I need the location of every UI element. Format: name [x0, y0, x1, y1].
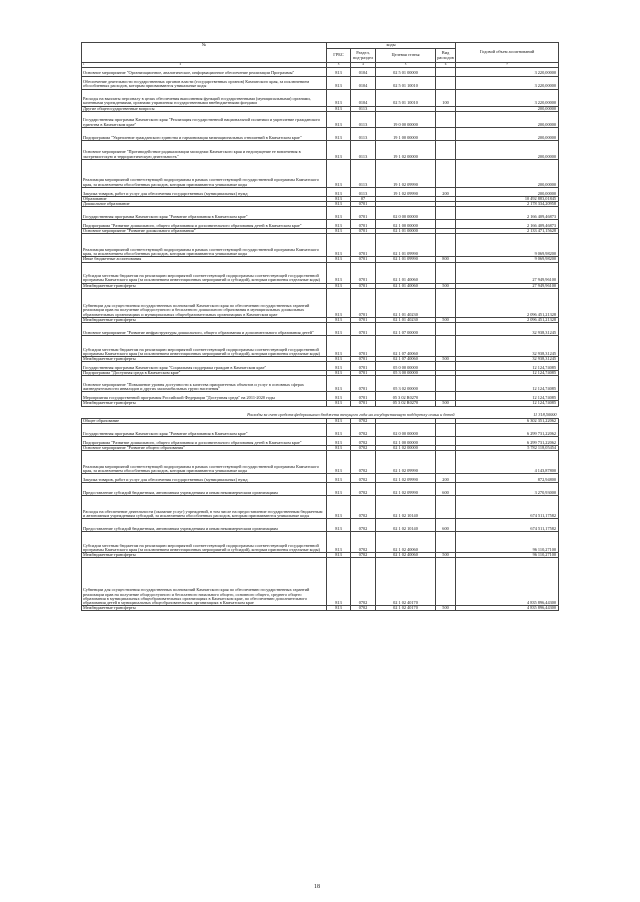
header-num: № — [201, 42, 207, 47]
row-grbs: 813 — [327, 474, 351, 483]
header-grbs: ГРБС — [327, 49, 351, 63]
row-target: 19 1 02 09990 — [376, 187, 436, 196]
table-row — [82, 187, 559, 196]
row-target: 05 3 02 R0270 — [376, 392, 436, 401]
row-grbs: 813 — [327, 220, 351, 229]
row-target: 02 0 00 00000 — [376, 207, 436, 220]
table-row — [82, 519, 559, 532]
colnum: 4 — [351, 63, 376, 68]
row-type — [436, 423, 456, 436]
row-sum: 4 143,87800 — [456, 451, 559, 474]
row-section: 0701 — [351, 401, 376, 406]
row-target: 02 0 00 00000 — [376, 423, 436, 436]
row-name: Реализация мероприятий соответствующей подпрограммы в рамках соответствующей государственной программы Камчатского края, за исключением обособленных расходов, которым присваиваются уникальные коды — [82, 159, 327, 187]
table-row — [82, 288, 559, 317]
row-name: Основное мероприятие "Развитие общего образования" — [82, 445, 327, 450]
row-section: 0701 — [351, 336, 376, 357]
row-name: Государственная программа Камчатского края "Социальная поддержка граждан в Камчатском крае" — [82, 362, 327, 371]
row-sum: 200,00000 — [456, 159, 559, 187]
row-sum: 674 511,17582 — [456, 519, 559, 532]
row-section: 0701 — [351, 362, 376, 371]
row-type — [436, 234, 456, 257]
table-row — [82, 89, 559, 106]
row-target: 05 3 02 R0270 — [376, 401, 436, 406]
row-name: Межбюджетные трансферты — [82, 357, 327, 362]
table-row — [82, 76, 559, 89]
row-name: Основное мероприятие "Развитие дошкольного образования" — [82, 229, 327, 234]
table-row — [82, 451, 559, 474]
row-name: Основное мероприятие "Организационное, аналитическое, информационное обеспечение реализации Программы" — [82, 67, 327, 76]
table-row — [82, 392, 559, 401]
row-grbs: 813 — [327, 553, 351, 558]
row-section: 07 — [351, 196, 376, 201]
row-sum: 200,00000 — [456, 140, 559, 159]
row-sum: 32 938,31245 — [456, 336, 559, 357]
row-name: Реализация мероприятий соответствующей подпрограммы в рамках соответствующей государственной программы Камчатского края, за исключением обособленных расходов, которым присваиваются уникальные коды — [82, 234, 327, 257]
table-note-row — [82, 406, 559, 418]
row-section: 0701 — [351, 371, 376, 376]
row-grbs: 813 — [327, 519, 351, 532]
row-section: 0702 — [351, 418, 376, 423]
row-section: 0702 — [351, 445, 376, 450]
table-row — [82, 336, 559, 357]
row-name: Реализация мероприятий соответствующей подпрограммы в рамках соответствующей государственной программы Камчатского края, за исключением обособленных расходов, которым присваиваются уникальные коды — [82, 451, 327, 474]
row-grbs: 813 — [327, 418, 351, 423]
row-target: 19 1 02 09990 — [376, 159, 436, 187]
row-name: Закупка товаров, работ и услуг для обеспечения государственных (муниципальных) нужд — [82, 187, 327, 196]
row-sum: 3 220,00000 — [456, 67, 559, 76]
row-grbs: 813 — [327, 423, 351, 436]
row-name: Государственная программа Камчатского края "Реализация государственной национальной политики и укрепление гражданского единства в Камчатском крае" — [82, 111, 327, 127]
row-target: 02 1 01 09990 — [376, 257, 436, 262]
table-row — [82, 423, 559, 436]
table-row — [82, 127, 559, 140]
row-section: 0701 — [351, 220, 376, 229]
row-target: 02 1 02 10140 — [376, 519, 436, 532]
row-target: 19 0 00 00000 — [376, 111, 436, 127]
row-name: Расходы на обеспечение деятельности (оказание услуг) учреждений, в том числе на предоставление государственным бюджетным и автономным учреждениям субсидий, за исключением обособленных расходов, которым присваиваются уникальные коды — [82, 496, 327, 519]
colnum: 7 — [456, 63, 559, 68]
row-section: 0113 — [351, 187, 376, 196]
row-grbs: 813 — [327, 159, 351, 187]
row-name: Другие общегосударственные вопросы — [82, 106, 327, 111]
row-section: 0702 — [351, 532, 376, 553]
table-row — [82, 323, 559, 336]
row-type — [436, 262, 456, 283]
row-name: Подпрограмма "Укрепление гражданского единства и гармонизация межнациональных отношений в Камчатском крае" — [82, 127, 327, 140]
row-type — [436, 496, 456, 519]
row-name: Межбюджетные трансферты — [82, 606, 327, 611]
row-type: 500 — [436, 283, 456, 288]
row-type — [436, 376, 456, 392]
row-type: 500 — [436, 357, 456, 362]
row-section: 0702 — [351, 423, 376, 436]
budget-table-sheet — [81, 42, 558, 611]
header-target: Целевая статья — [376, 49, 436, 63]
row-type — [436, 323, 456, 336]
row-type: 200 — [436, 474, 456, 483]
row-target: 02 1 00 00000 — [376, 220, 436, 229]
colnum: 3 — [327, 63, 351, 68]
table-row — [82, 606, 559, 611]
row-sum: 5 782 118,05454 — [456, 445, 559, 450]
row-section: 0113 — [351, 127, 376, 140]
page-number: 18 — [314, 884, 320, 890]
row-sum: 2 096 451,21328 — [456, 288, 559, 317]
row-target: 02 1 01 09990 — [376, 234, 436, 257]
row-sum: 3 220,00000 — [456, 89, 559, 106]
row-target: 05 3 00 00000 — [376, 371, 436, 376]
table-body — [82, 67, 559, 611]
table-row — [82, 207, 559, 220]
row-grbs: 813 — [327, 187, 351, 196]
row-type — [436, 362, 456, 371]
row-type — [436, 220, 456, 229]
row-sum: 4 835 896,44300 — [456, 606, 559, 611]
row-section: 0702 — [351, 474, 376, 483]
row-type — [436, 288, 456, 317]
row-name: Государственная программа Камчатского края "Развитие образования в Камчатском крае" — [82, 423, 327, 436]
row-type — [436, 532, 456, 553]
table-row — [82, 558, 559, 606]
row-grbs: 813 — [327, 207, 351, 220]
row-type — [436, 140, 456, 159]
row-target: 02 5 01 00000 — [376, 67, 436, 76]
row-type — [436, 336, 456, 357]
row-grbs: 813 — [327, 362, 351, 371]
row-grbs: 813 — [327, 357, 351, 362]
row-section: 0113 — [351, 111, 376, 127]
row-target: 02 5 01 10010 — [376, 89, 436, 106]
table-row — [82, 159, 559, 187]
budget-table — [81, 42, 559, 611]
row-target: 02 1 02 40060 — [376, 532, 436, 553]
row-section: 0701 — [351, 202, 376, 207]
row-name: Государственная программа Камчатского края "Развитие образования в Камчатском крае" — [82, 207, 327, 220]
row-target: 02 1 07 40060 — [376, 336, 436, 357]
header-type: Вид расходов — [436, 49, 456, 63]
row-section: 0113 — [351, 159, 376, 187]
header-sum: Годовой объем ассигнований — [456, 43, 559, 63]
row-grbs: 813 — [327, 496, 351, 519]
row-name: Закупка товаров, работ и услуг для обеспечения государственных (муниципальных) нужд — [82, 474, 327, 483]
row-section: 0113 — [351, 106, 376, 111]
row-grbs: 813 — [327, 202, 351, 207]
row-sum: 6 299 731,22062 — [456, 436, 559, 445]
row-target: 02 1 01 40060 — [376, 262, 436, 283]
row-name: Образование — [82, 196, 327, 201]
table-row — [82, 436, 559, 445]
table-row — [82, 111, 559, 127]
row-target: 02 1 01 40060 — [376, 283, 436, 288]
row-grbs: 813 — [327, 451, 351, 474]
row-type — [436, 392, 456, 401]
row-section: 0702 — [351, 451, 376, 474]
row-target: 02 1 02 40170 — [376, 558, 436, 606]
row-target: 02 1 01 40230 — [376, 317, 436, 322]
row-target: 02 1 02 10140 — [376, 496, 436, 519]
row-section: 0701 — [351, 357, 376, 362]
table-row — [82, 474, 559, 483]
row-grbs: 813 — [327, 532, 351, 553]
table-row — [82, 67, 559, 76]
row-target: 02 1 07 40060 — [376, 357, 436, 362]
row-name: Субсидии местным бюджетам на реализацию мероприятий соответствующей подпрограммы соответствующей государственной программы Камчатского края (за исключением инвестиционных мероприятий и субсидий), которым присвоены отдельные коды) — [82, 336, 327, 357]
row-sum: 6 299 731,22062 — [456, 423, 559, 436]
row-grbs: 813 — [327, 483, 351, 496]
row-target: 19 1 00 00000 — [376, 127, 436, 140]
row-name: Субсидии местным бюджетам на реализацию мероприятий соответствующей подпрограммы соответствующей государственной программы Камчатского края (за исключением инвестиционных мероприятий и субсидий), которым присвоены отдельные коды) — [82, 262, 327, 283]
row-target: 02 1 07 00000 — [376, 323, 436, 336]
row-target: 02 1 02 09990 — [376, 474, 436, 483]
table-row — [82, 220, 559, 229]
row-grbs: 813 — [327, 262, 351, 283]
row-grbs: 813 — [327, 89, 351, 106]
row-name: Субвенции для осуществления государственных полномочий Камчатского края по обеспечению государственных гарантий реализации прав на получение общедоступного и бесплатного начального общего, основного общего, среднего общего образования в муниципальных общеобразовательных организациях в Камчатском крае, по обеспечению дополнительного образования детей в муниципальных общеобразовательных организациях в Камчатском крае — [82, 558, 327, 606]
row-sum: 10 492 883,01845 — [456, 196, 559, 201]
row-grbs: 813 — [327, 401, 351, 406]
row-sum: 12 124,74085 — [456, 371, 559, 376]
row-grbs: 813 — [327, 288, 351, 317]
row-name: Межбюджетные трансферты — [82, 401, 327, 406]
row-sum: 6 302 351,22062 — [456, 418, 559, 423]
row-grbs: 813 — [327, 436, 351, 445]
row-section: 0701 — [351, 323, 376, 336]
row-sum: 3 270,93000 — [456, 483, 559, 496]
row-type — [436, 558, 456, 606]
header-name — [82, 43, 327, 63]
table-row — [82, 140, 559, 159]
row-target: 02 1 02 09990 — [376, 451, 436, 474]
row-grbs: 813 — [327, 283, 351, 288]
row-type: 100 — [436, 89, 456, 106]
row-sum: 12 124,74085 — [456, 401, 559, 406]
row-section: 0702 — [351, 606, 376, 611]
row-type: 500 — [436, 606, 456, 611]
colnum: 6 — [436, 63, 456, 68]
row-section: 0113 — [351, 140, 376, 159]
row-name: Предоставление субсидий бюджетным, автономным учреждениям и иным некоммерческим организациям — [82, 483, 327, 496]
row-name: Расходы на выплаты персоналу в целях обеспечения выполнения функций государственными (муниципальными) органами, казенными учреждениями, органами управления государственными внебюджетными фондами — [82, 89, 327, 106]
row-type — [436, 76, 456, 89]
row-section: 0702 — [351, 483, 376, 496]
row-name: Субсидии местным бюджетам на реализацию мероприятий соответствующей подпрограммы соответствующей государственной программы Камчатского края (за исключением инвестиционных мероприятий и субсидий), которым присвоены отдельные коды) — [82, 532, 327, 553]
row-grbs: 813 — [327, 392, 351, 401]
row-grbs: 813 — [327, 317, 351, 322]
row-type — [436, 127, 456, 140]
row-section: 0701 — [351, 392, 376, 401]
row-type — [436, 111, 456, 127]
row-target: 05 0 00 00000 — [376, 362, 436, 371]
row-section: 0701 — [351, 283, 376, 288]
row-section: 0702 — [351, 496, 376, 519]
row-section: 0701 — [351, 234, 376, 257]
row-name: Общее образование — [82, 418, 327, 423]
row-section: 0702 — [351, 558, 376, 606]
colnum: 1 2 — [82, 63, 327, 68]
row-section: 0701 — [351, 229, 376, 234]
row-target: 02 5 01 10010 — [376, 76, 436, 89]
row-sum: 2 133 471,15628 — [456, 229, 559, 234]
row-name: Основное мероприятие "Повышение уровня доступности к качества приоритетных объектов и услуг в основных сферах жизнедеятельности инвалидов и других маломобильных групп населения" — [82, 376, 327, 392]
row-target: 05 3 02 00000 — [376, 376, 436, 392]
row-target: 02 1 02 00000 — [376, 445, 436, 450]
row-type: 500 — [436, 317, 456, 322]
row-name: Предоставление субсидий бюджетным, автономным учреждениям и иным некоммерческим организациям — [82, 519, 327, 532]
row-grbs: 813 — [327, 196, 351, 201]
table-row — [82, 483, 559, 496]
row-sum: 674 511,17582 — [456, 496, 559, 519]
row-sum: 200,00000 — [456, 127, 559, 140]
row-sum: 3 220,00000 — [456, 76, 559, 89]
row-type: 600 — [436, 483, 456, 496]
row-sum: 12 124,74085 — [456, 392, 559, 401]
row-sum: 96 110,27100 — [456, 553, 559, 558]
row-grbs: 813 — [327, 606, 351, 611]
row-name: Межбюджетные трансферты — [82, 317, 327, 322]
row-name: Подпрограмма "Доступная среда в Камчатском крае" — [82, 371, 327, 376]
row-section: 0702 — [351, 519, 376, 532]
row-name: Подпрограмма "Развитие дошкольного, общего образования и дополнительного образования детей в Камчатском крае" — [82, 436, 327, 445]
row-sum: 200,00000 — [456, 187, 559, 196]
row-type: 600 — [436, 519, 456, 532]
row-grbs: 813 — [327, 127, 351, 140]
row-section: 0701 — [351, 207, 376, 220]
header-codes: коды — [327, 43, 456, 49]
row-sum: 200,00000 — [456, 106, 559, 111]
row-grbs: 813 — [327, 140, 351, 159]
row-section: 0701 — [351, 257, 376, 262]
row-name: Обеспечение деятельности государственных органов власти (государственных органов) Камчатского края, за исключением обособленных расходов, которым присваиваются уникальные коды — [82, 76, 327, 89]
row-sum: 4 835 896,44300 — [456, 558, 559, 606]
row-sum: 2 096 451,21328 — [456, 317, 559, 322]
table-row — [82, 362, 559, 371]
row-type: 500 — [436, 401, 456, 406]
row-section: 0104 — [351, 89, 376, 106]
row-section: 0701 — [351, 376, 376, 392]
row-section: 0702 — [351, 553, 376, 558]
row-name: Субвенции для осуществления государственных полномочий Камчатского края по обеспечению государственных гарантий реализации прав на получение общедоступного и бесплатного дошкольного образования в муниципальных дошкольных образовательных организациях и муниципальных общеобразовательных организациях в Камчатском крае — [82, 288, 327, 317]
row-sum: 9 069,98200 — [456, 257, 559, 262]
row-sum: 27 949,96100 — [456, 283, 559, 288]
row-type — [436, 159, 456, 187]
row-target: 02 1 01 00000 — [376, 229, 436, 234]
row-sum: 2 166 409,46873 — [456, 207, 559, 220]
row-name: Иные бюджетные ассигнования — [82, 257, 327, 262]
table-row — [82, 376, 559, 392]
row-grbs: 813 — [327, 257, 351, 262]
row-sum: 32 938,31245 — [456, 323, 559, 336]
header-section: Раздел, под-раздел — [351, 49, 376, 63]
row-target: 19 1 02 00000 — [376, 140, 436, 159]
row-name: Подпрограмма "Развитие дошкольного, общего образования и дополнительного образования детей в Камчатском крае" — [82, 220, 327, 229]
row-grbs: 813 — [327, 323, 351, 336]
row-sum: 9 069,98200 — [456, 234, 559, 257]
row-grbs: 813 — [327, 67, 351, 76]
row-grbs: 813 — [327, 111, 351, 127]
row-name: Межбюджетные трансферты — [82, 553, 327, 558]
row-grbs: 813 — [327, 558, 351, 606]
row-name: Дошкольное образование — [82, 202, 327, 207]
row-sum: 96 110,27100 — [456, 532, 559, 553]
row-sum: 12 124,74085 — [456, 376, 559, 392]
row-sum: 200,00000 — [456, 111, 559, 127]
row-grbs: 813 — [327, 336, 351, 357]
row-section: 0701 — [351, 317, 376, 322]
row-target: 02 1 02 40170 — [376, 606, 436, 611]
row-target: 02 1 02 40060 — [376, 553, 436, 558]
row-sum: 27 949,96100 — [456, 262, 559, 283]
row-type — [436, 436, 456, 445]
row-target: 02 1 00 00000 — [376, 436, 436, 445]
row-grbs: 813 — [327, 376, 351, 392]
row-type: 500 — [436, 553, 456, 558]
colnum: 5 — [376, 63, 436, 68]
row-section: 0104 — [351, 67, 376, 76]
row-sum: 2 166 409,46873 — [456, 220, 559, 229]
row-target: 02 1 02 09990 — [376, 483, 436, 496]
row-section: 0104 — [351, 76, 376, 89]
row-grbs: 813 — [327, 371, 351, 376]
row-name: Основное мероприятие "Развитие инфраструктуры дошкольного, общего образования и дополнительного образования детей" — [82, 323, 327, 336]
table-row — [82, 234, 559, 257]
row-grbs: 813 — [327, 76, 351, 89]
row-type: 800 — [436, 257, 456, 262]
row-type — [436, 451, 456, 474]
note-sum: 11 318,50000 — [456, 406, 559, 418]
row-sum: 32 938,31245 — [456, 357, 559, 362]
row-sum: 872,94800 — [456, 474, 559, 483]
row-grbs: 813 — [327, 229, 351, 234]
note-text: Расходы за счет средств федерального бюджета текущего года на государственную поддержку семьи и детей — [82, 406, 456, 418]
row-name: Мероприятия государственной программы Российской Федерации "Доступная среда" на 2011-2020 годы — [82, 392, 327, 401]
row-name: Основное мероприятие "Противодействие радикализации молодежи Камчатского края и недопущение ее вовлечения в экстремистскую и террористическую деятельность" — [82, 140, 327, 159]
row-name: Межбюджетные трансферты — [82, 283, 327, 288]
row-target: 02 1 01 40230 — [376, 288, 436, 317]
row-section: 0702 — [351, 436, 376, 445]
row-section: 0701 — [351, 262, 376, 283]
row-type — [436, 67, 456, 76]
row-grbs: 813 — [327, 106, 351, 111]
row-sum: 2 178 334,20958 — [456, 202, 559, 207]
row-sum: 12 124,74085 — [456, 362, 559, 371]
row-section: 0701 — [351, 288, 376, 317]
row-grbs: 813 — [327, 234, 351, 257]
row-type: 200 — [436, 187, 456, 196]
table-row — [82, 532, 559, 553]
table-row — [82, 262, 559, 283]
table-row — [82, 496, 559, 519]
row-grbs: 813 — [327, 445, 351, 450]
row-type — [436, 207, 456, 220]
